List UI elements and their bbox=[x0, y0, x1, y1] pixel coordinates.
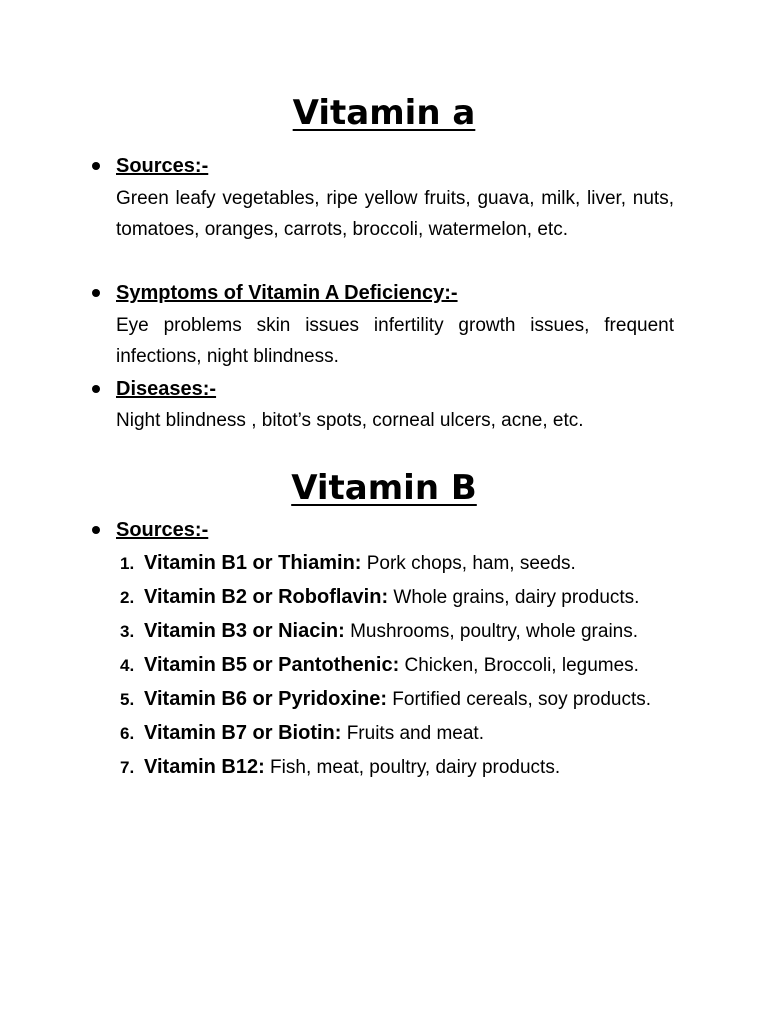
bullet-dot-icon bbox=[92, 385, 100, 393]
list-item-number: 1. bbox=[120, 554, 135, 573]
list-item-number: 7. bbox=[120, 758, 135, 777]
list-item bbox=[116, 718, 656, 749]
list-item-number: 3. bbox=[120, 622, 135, 641]
list-item-text: Fortified cereals, soy products. bbox=[387, 689, 652, 710]
vitamin-a-symptoms-heading: Symptoms of Vitamin A Deficiency:- bbox=[116, 282, 458, 304]
list-item-label: Vitamin B6 or Pyridoxine: bbox=[144, 688, 388, 710]
bullet-dot-icon bbox=[92, 162, 100, 170]
list-item-label: Vitamin B1 or Thiamin: bbox=[144, 552, 362, 574]
list-item bbox=[116, 650, 656, 681]
list-item bbox=[116, 582, 656, 613]
list-item-text: Whole grains, dairy products. bbox=[388, 587, 640, 608]
list-item-number: 2. bbox=[120, 588, 135, 607]
list-item-number: 6. bbox=[120, 724, 135, 743]
list-item bbox=[116, 684, 656, 715]
list-item-label: Vitamin B2 or Roboflavin: bbox=[144, 586, 389, 608]
list-item-number: 5. bbox=[120, 690, 135, 709]
list-item-label: Vitamin B5 or Pantothenic: bbox=[144, 654, 400, 676]
vitamin-a-sources-text: Green leafy vegetables, ripe yellow fruits, guava, milk, liver, nuts, tomatoes, oranges, carrots, broccoli, watermelon, etc. bbox=[116, 188, 674, 240]
list-item bbox=[116, 616, 656, 647]
bullet-dot-icon bbox=[92, 289, 100, 297]
vitamin-a-diseases-text: Night blindness , bitot’s spots, corneal ulcers, acne, etc. bbox=[116, 410, 584, 431]
list-item-text: Chicken, Broccoli, legumes. bbox=[399, 655, 639, 676]
vitamin-b-sources-list bbox=[116, 548, 656, 786]
list-item-number: 4. bbox=[120, 656, 135, 675]
vitamin-a-title: Vitamin a bbox=[292, 93, 476, 133]
vitamin-a-diseases-heading: Diseases:- bbox=[116, 378, 217, 400]
list-item-text: Mushrooms, poultry, whole grains. bbox=[344, 621, 639, 642]
list-item-label: Vitamin B7 or Biotin: bbox=[144, 722, 342, 744]
list-item-text: Fish, meat, poultry, dairy products. bbox=[264, 757, 561, 778]
list-item bbox=[116, 752, 656, 783]
bullet-dot-icon bbox=[92, 526, 100, 534]
vitamin-a-symptoms-text: Eye problems skin issues infertility growth issues, frequent infections, night blindness. bbox=[116, 315, 674, 367]
vitamin-a-sources-heading: Sources:- bbox=[116, 155, 209, 177]
list-item-text: Fruits and meat. bbox=[341, 723, 484, 744]
vitamin-b-sources-heading: Sources:- bbox=[116, 519, 209, 541]
list-item-text: Pork chops, ham, seeds. bbox=[361, 553, 576, 574]
list-item-label: Vitamin B3 or Niacin: bbox=[144, 620, 345, 642]
list-item bbox=[116, 548, 656, 579]
vitamin-b-title: Vitamin B bbox=[291, 468, 477, 508]
list-item-label: Vitamin B12: bbox=[144, 756, 265, 778]
